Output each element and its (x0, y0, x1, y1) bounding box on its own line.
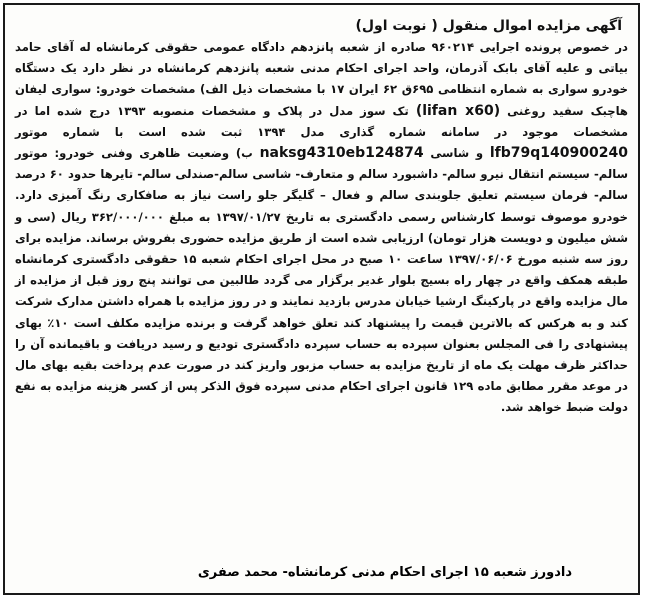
notice-body-part-4: ب) وضعیت ظاهری وفنی خودرو: موتور سالم- سیستم انتقال نیرو سالم- داشبورد سالم و متعارف- شاسی سالم-صندلی سالم- تایرها حدود ۶۰ درصد سالم- فرمان سیستم تعلیق جلوبندی سالم و فعال – گلیگر جلو راست نیاز به صافکاری رنگ آمیزی دارد. خودرو موصوف توسط کارشناس رسمی دادگستری به تاریخ ۱۳۹۷/۰۱/۲۷ به مبلغ ۳۶۲/۰۰۰/۰۰۰ ریال (سی و شش میلیون و دویست هزار تومان) ارزیابی شده است از طریق مزایده حضوری بفروش برساند. مزایده برای روز سه شنبه مورخ ۱۳۹۷/۰۶/۰۶ ساعت ۱۰ صبح در محل اجرای احکام شعبه ۱۵ حقوقی دادگستری کرمانشاه طبقه همکف واقع در چهار راه بسیج بلوار غدیر برگزار می گردد طالبین می توانند پنج روز قبل از مزایده از مال مزایده واقع در پارکینگ ارشیا خیابان مدرس بازدید نمایند و در روز مزایده با همراه داشتن مدارک شرکت کند و به هرکس که بالاترین قیمت را پیشنهاد کند تعلق خواهد گرفت و برنده مزایده مکلف است ۱۰٪ بهای پیشنهادی را فی المجلس بعنوان سپرده به حساب سپرده دادگستری تودیع و رسید دریافت و باقیمانده آن را حداکثر ظرف مهلت یک ماه از تاریخ مزایده به حساب مزبور واریز کند در صورت عدم پرداخت بقیه بهای مال در موعد مقرر مطابق ماده ۱۲۹ قانون اجرای احکام مدنی سپرده فوق الذکر پس از کسر هزینه مزایده به نفع دولت ضبط خواهد شد. (15, 146, 629, 415)
notice-body-part-3: و شاسی (430, 146, 484, 161)
engine-number: lfb79q140900240 (489, 145, 628, 162)
chassis-number: naksg4310eb124874 (259, 145, 424, 162)
notice-body (15, 37, 628, 419)
notice-body-part-1: در خصوص پرونده اجرایی ۹۶۰۲۱۴ صادره از شعبه پانزدهم دادگاه عمومی حقوقی کرمانشاه له آقای حامد بیاتی و علیه آقای بابک آذرمان، واحد اجرای احکام مدنی شعبه پانزدهم کرمانشاه در نظر دارد یک دستگاه خودرو سواری به شماره انتظامی ۶۹۵ق ۶۲ ایران ۱۷ با مشخصات ذیل الف) مشخصات خودرو: سواری لیفان هاچبک سفید روغنی (15, 40, 628, 118)
notice-content (15, 15, 628, 583)
notice-frame (3, 3, 640, 595)
notice-title: آگهی مزایده اموال منقول ( نوبت اول) (355, 18, 622, 34)
notice-body-part-2: تک سوز مدل در پلاک و مشخصات منصوبه ۱۳۹۳ درج شده اما در مشخصات موجود در سامانه شماره گذاری مدل ۱۳۹۴ ثبت شده است با شماره موتور (15, 103, 628, 139)
car-model: (lifan x60) (415, 102, 501, 119)
notice-signature: دادورز شعبه ۱۵ اجرای احکام مدنی کرمانشاه- محمد صفری (197, 565, 572, 580)
